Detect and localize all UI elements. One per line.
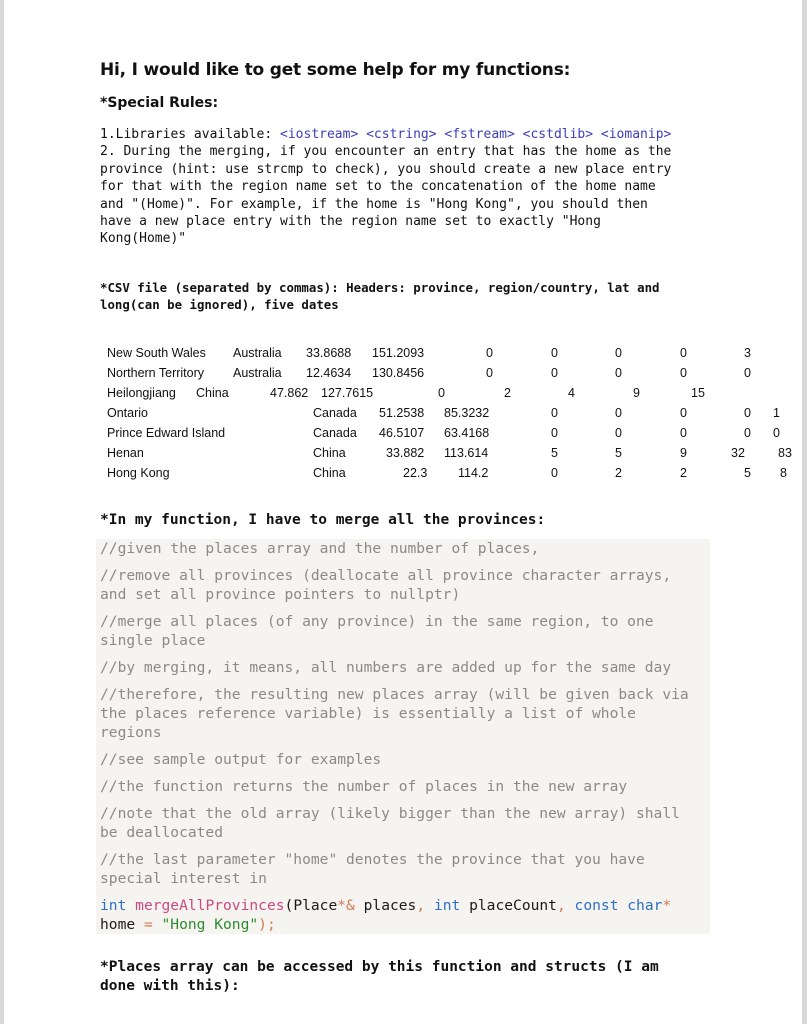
table-cell: 0 bbox=[615, 406, 622, 420]
table-cell: 127.7615 bbox=[321, 386, 374, 400]
table-cell: 15 bbox=[691, 386, 705, 400]
table-cell: 0 bbox=[680, 406, 687, 420]
table-cell: Australia bbox=[233, 366, 282, 380]
param-places: places bbox=[354, 897, 417, 914]
table-cell: 0 bbox=[551, 466, 558, 480]
question-heading: Hi, I would like to get some help for my functions: bbox=[100, 60, 571, 80]
table-cell: 0 bbox=[551, 346, 558, 360]
code-comment: //note that the old array (likely bigger than the new array) shall be deallocated bbox=[100, 805, 680, 841]
table-cell: 0 bbox=[551, 426, 558, 440]
table-cell: 151.2093 bbox=[372, 346, 425, 360]
table-cell: 0 bbox=[773, 426, 780, 440]
table-cell: 0 bbox=[744, 406, 751, 420]
function-heading: *In my function, I have to merge all the provinces: bbox=[100, 512, 546, 528]
table-cell: 0 bbox=[551, 406, 558, 420]
table-cell: 5 bbox=[551, 446, 558, 460]
rules-block bbox=[100, 126, 710, 248]
table-cell: 0 bbox=[680, 426, 687, 440]
rule-2-text: 2. During the merging, if you encounter an entry that has the home as the province (hint: use strcmp to check), you should create a new place entry for that with the region name set to the concatenation of the home name and "(Home)". For example, if the home is "Hong Kong", you should then have a new place entry with the region name set to exactly "Hong Kong(Home)" bbox=[100, 144, 672, 247]
table-cell: 33.882 bbox=[386, 446, 425, 460]
table-cell: Ontario bbox=[107, 406, 148, 420]
table-cell: 8 bbox=[780, 466, 787, 480]
comma: , bbox=[416, 897, 426, 914]
table-cell: 5 bbox=[615, 446, 622, 460]
table-cell: 0 bbox=[615, 346, 622, 360]
code-comment: //see sample output for examples bbox=[100, 751, 382, 768]
table-cell: Canada bbox=[313, 406, 357, 420]
table-cell: Prince Edward Island bbox=[107, 426, 226, 440]
table-cell: 0 bbox=[680, 366, 687, 380]
csv-header-text: *CSV file (separated by commas): Headers: province, region/country, lat and long(can be ignored), five dates bbox=[100, 280, 660, 312]
table-cell: China bbox=[313, 466, 346, 480]
table-cell: 32 bbox=[731, 446, 745, 460]
table-cell: 9 bbox=[680, 446, 687, 460]
table-cell: 0 bbox=[744, 366, 751, 380]
table-cell: 0 bbox=[615, 366, 622, 380]
page-frame-right bbox=[802, 0, 807, 1024]
pointer-reference: *& bbox=[337, 897, 355, 914]
table-cell: 47.862 bbox=[270, 386, 309, 400]
table-cell: Henan bbox=[107, 446, 144, 460]
param-type-const-char: const char bbox=[565, 897, 663, 914]
table-cell: Australia bbox=[233, 346, 282, 360]
code-comment: //the function returns the number of places in the new array bbox=[100, 778, 628, 795]
table-cell: 9 bbox=[633, 386, 640, 400]
special-rules-title: *Special Rules: bbox=[100, 95, 219, 111]
table-cell: 85.3232 bbox=[444, 406, 490, 420]
table-cell: China bbox=[313, 446, 346, 460]
code-comment: //merge all places (of any province) in the same region, to one single place bbox=[100, 613, 654, 649]
table-cell: Northern Territory bbox=[107, 366, 205, 380]
table-cell: 22.3 bbox=[403, 466, 428, 480]
table-cell: 0 bbox=[438, 386, 445, 400]
table-cell: 46.5107 bbox=[379, 426, 425, 440]
code-comment: //by merging, it means, all numbers are added up for the same day bbox=[100, 659, 672, 676]
default-value-string: "Hong Kong" bbox=[161, 916, 259, 933]
table-cell: New South Wales bbox=[107, 346, 206, 360]
table-cell: 0 bbox=[486, 346, 493, 360]
rule-1-prefix: 1.Libraries available: bbox=[100, 127, 281, 142]
table-cell: 2 bbox=[615, 466, 622, 480]
table-cell: 4 bbox=[568, 386, 575, 400]
equals-sign: = bbox=[135, 916, 162, 933]
table-cell: 130.8456 bbox=[372, 366, 425, 380]
param-placecount: placeCount bbox=[460, 897, 557, 914]
function-signature bbox=[100, 896, 700, 934]
table-cell: Canada bbox=[313, 426, 357, 440]
param-type-int: int bbox=[425, 897, 461, 914]
table-cell: 0 bbox=[680, 346, 687, 360]
table-cell: 0 bbox=[615, 426, 622, 440]
table-cell: 51.2538 bbox=[379, 406, 425, 420]
page-frame-left bbox=[0, 0, 4, 1024]
table-cell: 2 bbox=[680, 466, 687, 480]
table-cell: 83 bbox=[778, 446, 792, 460]
table-cell: 33.8688 bbox=[306, 346, 352, 360]
table-cell: 12.4634 bbox=[306, 366, 352, 380]
code-comment: //the last parameter "home" denotes the province that you have special interest in bbox=[100, 851, 645, 887]
return-type: int bbox=[100, 897, 127, 914]
param-home: home bbox=[100, 916, 136, 933]
pointer-star: * bbox=[662, 897, 672, 914]
open-paren: ( bbox=[284, 897, 294, 914]
table-cell: 113.614 bbox=[444, 446, 489, 460]
table-cell: Heilongjiang bbox=[107, 386, 176, 400]
table-cell: 5 bbox=[744, 466, 751, 480]
code-comment: //given the places array and the number of places, bbox=[100, 540, 540, 557]
table-cell: 0 bbox=[551, 366, 558, 380]
close-paren: ); bbox=[258, 916, 276, 933]
table-cell: 2 bbox=[504, 386, 511, 400]
table-cell: 0 bbox=[744, 426, 751, 440]
param-type-place: Place bbox=[293, 897, 338, 914]
code-comment: //therefore, the resulting new places array (will be given back via the places reference variable) is essentially a list of whole regions bbox=[100, 686, 689, 741]
function-name: mergeAllProvinces bbox=[135, 897, 285, 914]
code-comment: //remove all provinces (deallocate all province character arrays, and set all province pointers to nullptr) bbox=[100, 567, 672, 603]
table-cell: 1 bbox=[773, 406, 780, 420]
libraries-list: <iostream> <cstring> <fstream> <cstdlib> <iomanip> bbox=[280, 127, 672, 142]
table-cell: 0 bbox=[486, 366, 493, 380]
comma: , bbox=[556, 897, 566, 914]
table-cell: Hong Kong bbox=[107, 466, 170, 480]
table-cell: 3 bbox=[744, 346, 751, 360]
table-cell: 114.2 bbox=[458, 466, 489, 480]
table-cell: 63.4168 bbox=[444, 426, 490, 440]
table-cell: China bbox=[196, 386, 229, 400]
places-heading: *Places array can be accessed by this function and structs (I am done with this): bbox=[100, 959, 659, 994]
